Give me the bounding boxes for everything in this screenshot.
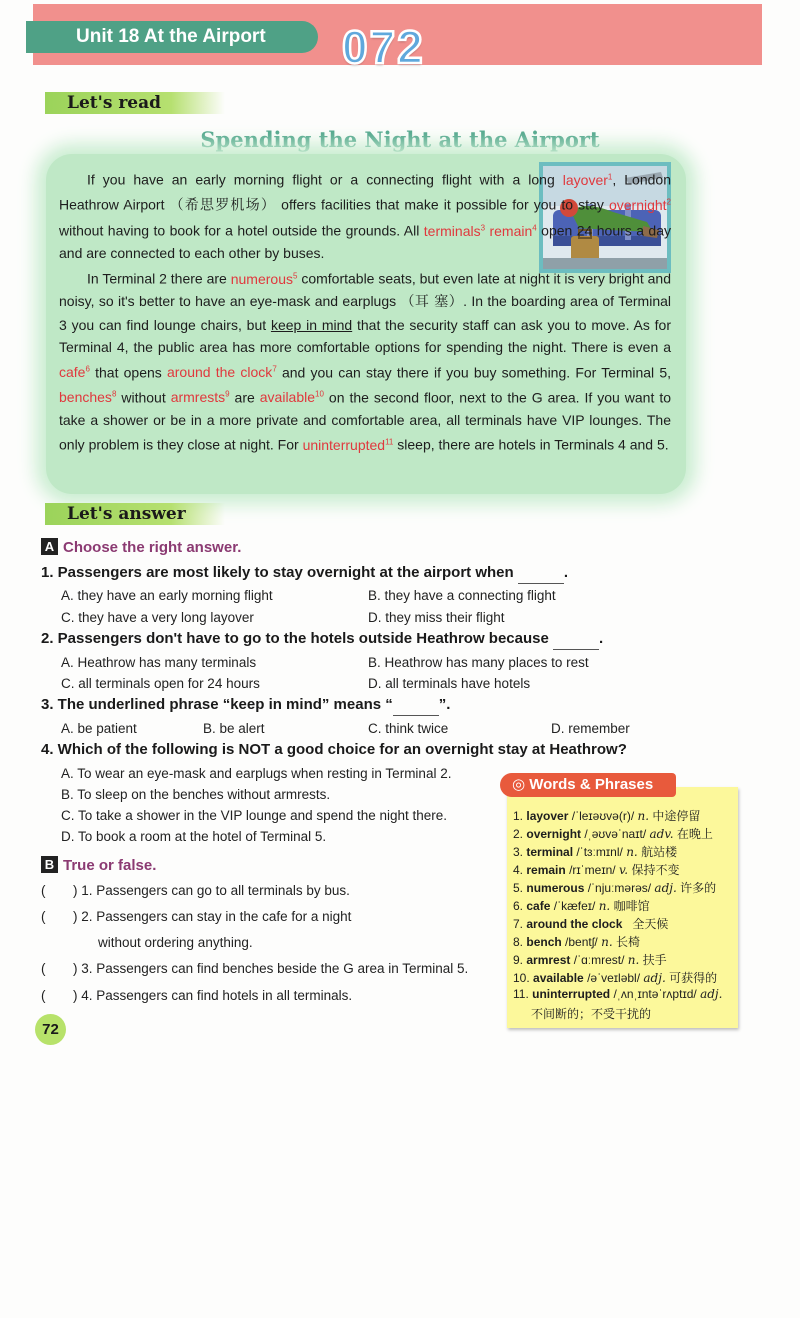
vocab-entry: 9. armrest /ˈɑːmrest/ n. 扶手 [513,953,667,967]
q1-option-b[interactable]: B. they have a connecting flight [368,588,556,603]
page-code: 072 [342,21,425,73]
q3-option-a[interactable]: A. be patient [61,721,137,736]
article-body [59,166,671,457]
q4-option-a[interactable]: A. To wear an eye-mask and earplugs when resting in Terminal 2. [61,766,452,781]
q1-option-c[interactable]: C. they have a very long layover [61,610,254,625]
underlined-phrase: keep in mind [270,316,353,333]
vocab-entry: 11. uninterrupted /ˌʌnˌɪntəˈrʌptɪd/ adj. [513,987,723,1001]
q1-option-d[interactable]: D. they miss their flight [368,610,505,625]
words-phrases-header: ◎ Words & Phrases [500,773,676,797]
vocab-word: cafe$^6$ [59,364,90,381]
answer-blank[interactable] [393,698,439,716]
tf-paren-4[interactable]: ( [41,988,46,1003]
tf-paren-2[interactable]: ( [41,909,46,924]
section-tag-answer: Let's answer [45,503,225,525]
vocab-entry: 5. numerous /ˈnjuːmərəs/ adj. 许多的 [513,881,717,895]
answer-blank[interactable] [518,566,564,584]
question-4: 4. Which of the following is NOT a good choice for an overnight stay at Heathrow? [41,741,627,758]
vocab-entry: 8. bench /bentʃ/ n. 长椅 [513,935,640,949]
vocab-entry: 4. remain /rɪˈmeɪn/ v. 保持不变 [513,863,680,877]
tf-statement-4: ) 4. Passengers can find hotels in all terminals. [73,988,353,1003]
part-a-badge: A [41,538,58,555]
q3-option-c[interactable]: C. think twice [368,721,449,736]
tf-statement-2-cont: without ordering anything. [98,935,253,950]
q2-option-d[interactable]: D. all terminals have hotels [368,676,531,691]
paragraph-1: If you have an early morning flight or a connecting flight with a long layover$^1$, London Heathrow Airport （希思罗机场） offers facilities that make it possible for you to stay overnight$^2$ without having to book for a hotel outside the grounds. All terminals$^3$ remain$^4$ open 24 hours a day and are connected to each other by buses. [59,171,672,262]
tf-paren-3[interactable]: ( [41,961,46,976]
tf-paren-1[interactable]: ( [41,883,46,898]
q2-option-b[interactable]: B. Heathrow has many places to rest [368,655,589,670]
vocab-word: terminals$^3$ [423,222,486,239]
vocab-word: benches$^8$ [59,389,117,406]
vocab-word: uninterrupted$^{11}$ [302,437,394,454]
part-b-header: B True or false. [41,856,156,874]
answer-blank[interactable] [553,632,599,650]
q2-option-a[interactable]: A. Heathrow has many terminals [61,655,257,670]
q4-option-b[interactable]: B. To sleep on the benches without armrests. [61,787,331,802]
article-title: Spending the Night at the Airport [200,127,600,152]
section-tag-read: Let's read [45,92,225,114]
question-2: 2. Passengers don't have to go to the hotels outside Heathrow because . [41,630,603,650]
part-a-header: A Choose the right answer. [41,538,241,556]
page-number: 72 [35,1014,66,1045]
vocab-entry: 7. around the clock 全天候 [513,917,669,931]
question-1: 1. Passengers are most likely to stay overnight at the airport when . [41,564,568,584]
vocab-word: around the clock$^7$ [166,364,277,381]
q1-option-a[interactable]: A. they have an early morning flight [61,588,273,603]
vocab-word: remain$^4$ [485,222,537,239]
q2-option-c[interactable]: C. all terminals open for 24 hours [61,676,260,691]
vocab-entry: 3. terminal /ˈtɜːmɪnl/ n. 航站楼 [513,845,678,859]
q4-option-d[interactable]: D. To book a room at the hotel of Terminal 5. [61,829,327,844]
tf-statement-3: ) 3. Passengers can find benches beside the G area in Terminal 5. [73,961,469,976]
tf-statement-2: ) 2. Passengers can stay in the cafe for a night [73,909,352,924]
vocab-entry: 10. available /əˈveɪləbl/ adj. 可获得的 [513,971,718,985]
vocab-word: armrests$^9$ [170,389,230,406]
vocab-entry: 6. cafe /ˈkæfeɪ/ n. 咖啡馆 [513,899,650,913]
vocab-word: numerous$^5$ [230,270,298,287]
q3-option-d[interactable]: D. remember [551,721,630,736]
paragraph-2: In Terminal 2 there are numerous$^5$ comfortable seats, but even late at night it is very bright and noisy, so it's better to have an eye-mask and earplugs （耳 塞）. In the boarding area of Terminal 3 you can find lounge chairs, but keep in mind that the security staff can ask you to move. As for Terminal 4, the public area has more comfortable options for spending the night. There is even a cafe$^6$ that opens around the clock$^7$ and you can stay there if you buy something. For Terminal 5, benches$^8$ without armrests$^9$ are available$^{10}$ on the second floor, next to the G area. If you want to take a shower or be in a more private and comfortable area, all terminals have VIP lounges. The only problem is they close at night. For uninterrupted$^{11}$ sleep, there are hotels in Terminals 4 and 5. [59,270,672,454]
unit-title: Unit 18 At the Airport [26,21,318,53]
q3-option-b[interactable]: B. be alert [203,721,265,736]
vocab-entry: 2. overnight /ˌəʊvəˈnaɪt/ adv. 在晚上 [513,827,713,841]
vocab-entry: 1. layover /ˈleɪəʊvə(r)/ n. 中途停留 [513,809,701,823]
q4-option-c[interactable]: C. To take a shower in the VIP lounge and spend the night there. [61,808,448,823]
tf-statement-1: ) 1. Passengers can go to all terminals by bus. [73,883,350,898]
part-b-badge: B [41,856,58,873]
vocab-word: layover$^1$ [562,171,613,188]
vocab-word: overnight$^2$ [608,196,671,213]
question-3: 3. The underlined phrase “keep in mind” means “ ”. [41,696,450,716]
vocab-entry-11-meaning: 不间断的；不受干扰的 [531,1007,652,1021]
vocab-word: available$^{10}$ [259,389,324,406]
